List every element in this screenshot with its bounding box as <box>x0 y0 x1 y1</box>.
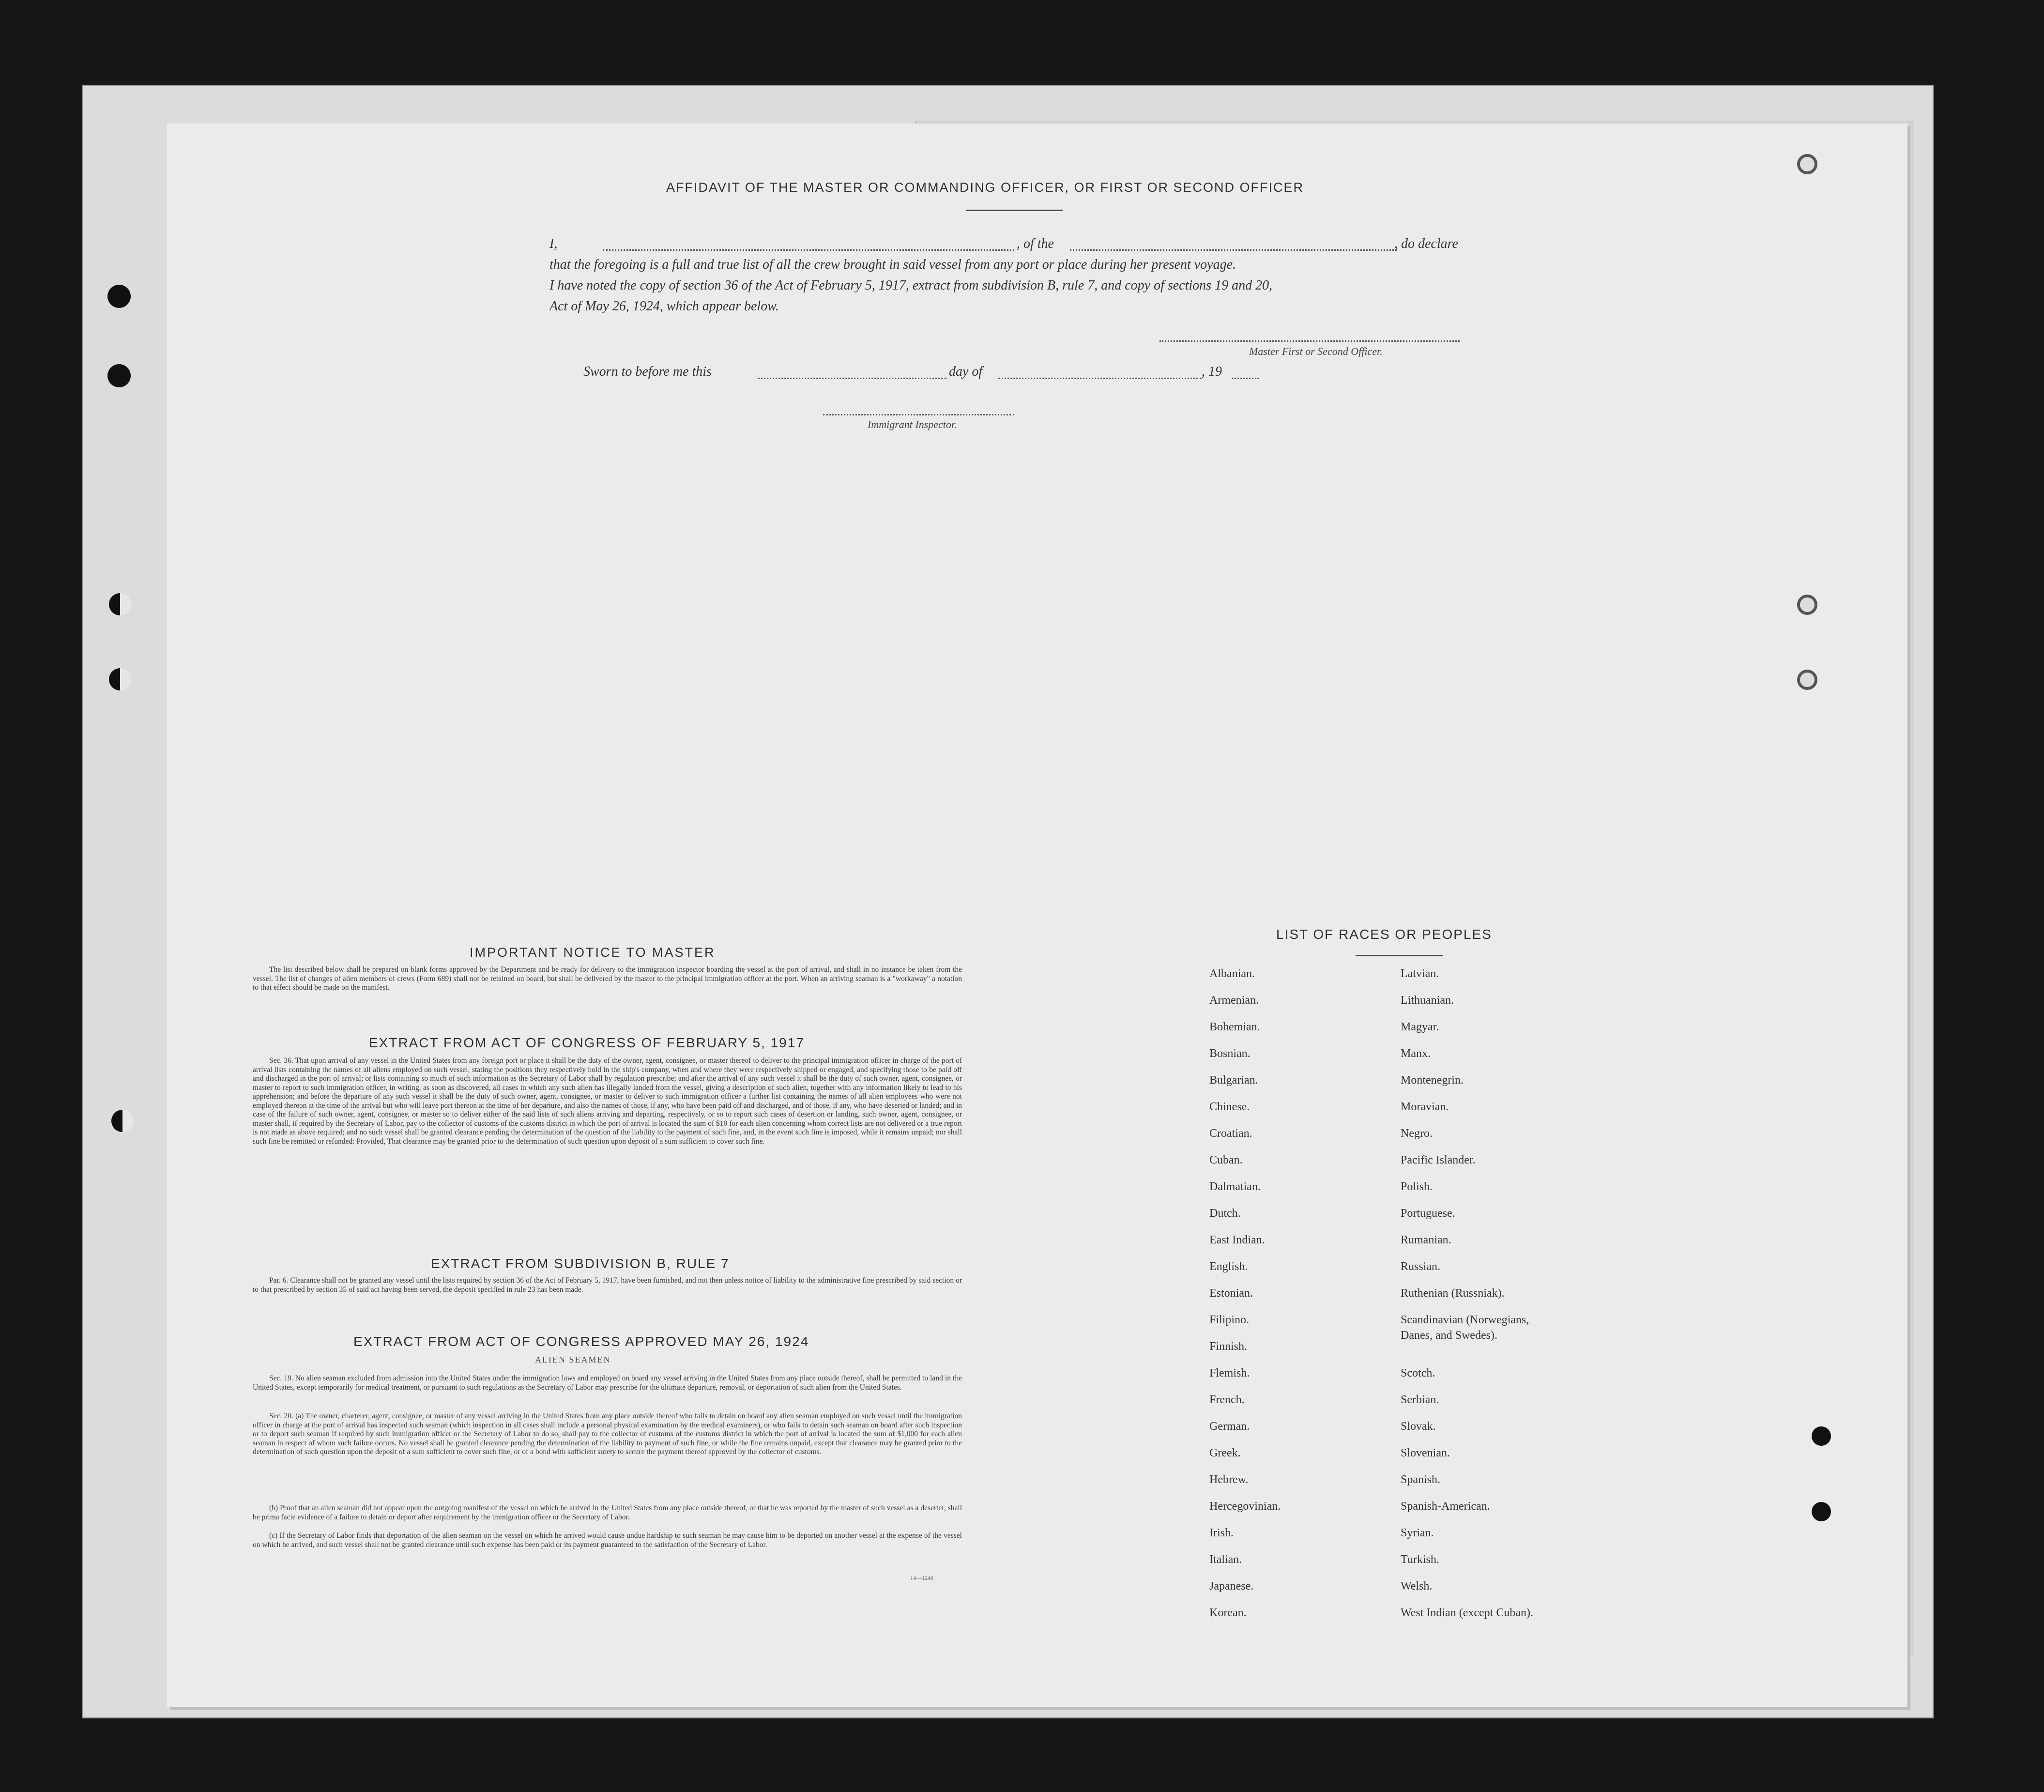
affidavit-line3: I have noted the copy of section 36 of the Act of February 5, 1917, extract from subdivision B, rule 7, and copy of sections 19 and 20, <box>549 278 1273 293</box>
race-item: Polish. <box>1401 1180 1433 1193</box>
races-title: LIST OF RACES OR PEOPLES <box>1276 927 1492 942</box>
race-item: Danes, and Swedes). <box>1401 1329 1497 1342</box>
race-item: Manx. <box>1401 1047 1431 1060</box>
affidavit-of-the: , of the <box>1017 236 1054 251</box>
race-item: Croatian. <box>1209 1127 1252 1140</box>
sec19-text: Sec. 19. No alien seaman excluded from admission into the United States under the immigration laws and employed on board any vessel arriving in the United States from any place outside thereof, shall be permitted to land in the United States, except temporarily for medical treatment, or pursuant to such regulations as the Secretary of Labor may prescribe for the ultimate departure, removal, or deportation of such alien from the United States. <box>253 1374 962 1392</box>
race-item: Bosnian. <box>1209 1047 1251 1060</box>
race-item: East Indian. <box>1209 1234 1265 1246</box>
affidavit-title: AFFIDAVIT OF THE MASTER OR COMMANDING OFFICER, OR FIRST OR SECOND OFFICER <box>666 180 1304 195</box>
punch-hole <box>107 364 131 387</box>
race-item: Korean. <box>1209 1607 1247 1619</box>
race-item: Turkish. <box>1401 1553 1439 1566</box>
sworn-month-field[interactable] <box>998 378 1202 379</box>
race-item: Ruthenian (Russniak). <box>1401 1287 1505 1300</box>
sec20b-text: (b) Proof that an alien seaman did not appear upon the outgoing manifest of the vessel on which he arrived in the United States from any place outside thereof, or that he was reported by the master of such vessel as a deserter, shall be prima facie evidence of a failure to detain or deport after requirement by the immigration officer or the Secretary of Labor. <box>253 1504 962 1521</box>
name-field[interactable] <box>603 249 1014 251</box>
sec20c-text: (c) If the Secretary of Labor finds that deportation of the alien seaman on the vessel on which he arrived would cause undue hardship to such seaman he may cause him to be deported on another vessel at the expense of the vessel on which he arrived, and such vessel shall not be granted clearance until such expense has been paid or its payment guaranteed to the satisfaction of the Secretary of Labor. <box>253 1532 962 1549</box>
race-item: Cuban. <box>1209 1154 1243 1166</box>
race-item: Welsh. <box>1401 1580 1433 1593</box>
punch-hole <box>1797 595 1817 615</box>
sworn-day-field[interactable] <box>758 378 946 379</box>
sworn-label: Sworn to before me this <box>583 364 712 379</box>
race-item: Lithuanian. <box>1401 994 1454 1007</box>
race-item: Armenian. <box>1209 994 1259 1007</box>
race-item: Albanian. <box>1209 967 1255 980</box>
race-item: Portuguese. <box>1401 1207 1455 1220</box>
race-item: French. <box>1209 1394 1245 1406</box>
vessel-field[interactable] <box>1070 249 1397 251</box>
inspector-signature-field[interactable] <box>823 414 1014 415</box>
race-item: Greek. <box>1209 1447 1241 1459</box>
race-item: English. <box>1209 1260 1248 1273</box>
race-item: Scandinavian (Norwegians, <box>1401 1314 1529 1326</box>
extract-rule7-title: EXTRACT FROM SUBDIVISION B, RULE 7 <box>431 1256 730 1271</box>
extract-1917-title: EXTRACT FROM ACT OF CONGRESS OF FEBRUARY 5, 1917 <box>369 1035 805 1050</box>
race-item: Bohemian. <box>1209 1021 1260 1033</box>
punch-hole <box>109 668 131 690</box>
punch-hole <box>109 593 131 615</box>
race-item: Spanish. <box>1401 1473 1441 1486</box>
race-item: Latvian. <box>1401 967 1439 980</box>
races-title-rule <box>1356 955 1443 956</box>
race-item: Pacific Islander. <box>1401 1154 1476 1166</box>
race-item: West Indian (except Cuban). <box>1401 1607 1533 1619</box>
punch-hole <box>1812 1502 1831 1521</box>
race-item: German. <box>1209 1420 1250 1433</box>
sec20a-text: Sec. 20. (a) The owner, charterer, agent, consignee, or master of any vessel arriving in the United States from any place outside thereof who fails to detain on board any alien seaman employed on such vessel until the immigration officer in charge at the port of arrival has inspected such seaman (which inspection in all cases shall include a personal physical examination by the medical examiners), or who fails to detain such seaman on board after such inspection or to deport such seaman if required by such immigration officer or the Secretary of Labor to do so, shall pay to the collector of customs of the customs district in which the port of arrival is located the sum of $1,000 for each alien seaman in respect of whom such failure occurs. No vessel shall be granted clearance pending the determination of the liability to payment of such fine, or while the fine remains unpaid, except that clearance may be granted prior to the determination of such question upon the deposit of a sum sufficient to cover such fine, or of a bond with sufficient surety to secure the payment thereof approved by the collector of customs. <box>253 1412 962 1456</box>
master-signature-field[interactable] <box>1159 340 1460 342</box>
race-item: Moravian. <box>1401 1101 1449 1113</box>
race-item: Serbian. <box>1401 1394 1439 1406</box>
race-item: Russian. <box>1401 1260 1441 1273</box>
notice-text: The list described below shall be prepared on blank forms approved by the Department and be ready for delivery to the immigration inspector boarding the vessel at the port of arrival, and shall in no instance be taken from the vessel. The list of changes of alien members of crews (Form 689) shall not be retained on board, but shall be delivered by the master to the principal immigration officer at the port. When an arriving seaman is a "workaway" a notation to that effect should be made on the manifest. <box>253 965 962 992</box>
race-item: Hercegovinian. <box>1209 1500 1281 1513</box>
sworn-year-field[interactable] <box>1232 378 1259 379</box>
race-item: Japanese. <box>1209 1580 1254 1593</box>
inspector-caption: Immigrant Inspector. <box>868 418 957 430</box>
punch-hole <box>1797 154 1817 174</box>
affidavit-line4: Act of May 26, 1924, which appear below. <box>549 299 779 314</box>
notice-title: IMPORTANT NOTICE TO MASTER <box>470 945 716 960</box>
race-item: Flemish. <box>1209 1367 1250 1379</box>
race-item: Negro. <box>1401 1127 1433 1140</box>
race-item: Finnish. <box>1209 1340 1248 1353</box>
race-item: Syrian. <box>1401 1527 1434 1539</box>
affidavit-i: I, <box>549 236 558 251</box>
day-of-label: day of <box>949 364 983 379</box>
race-item: Estonian. <box>1209 1287 1253 1300</box>
race-item: Slovenian. <box>1401 1447 1450 1459</box>
extract-rule7-text: Par. 6. Clearance shall not be granted any vessel until the lists required by section 36 of the Act of February 5, 1917, have been furnished, and not then unless notice of liability to the administrative fine prescribed by said section or to that prescribed by section 35 of said act having been served, the deposit specified in rule 23 has been made. <box>253 1276 962 1294</box>
extract-1924-title: EXTRACT FROM ACT OF CONGRESS APPROVED MAY 26, 1924 <box>353 1334 809 1349</box>
race-item: Irish. <box>1209 1527 1234 1539</box>
punch-hole <box>107 285 131 308</box>
affidavit-line2: that the foregoing is a full and true list of all the crew brought in said vessel from any port or place during her present voyage. <box>549 257 1236 272</box>
races-left-column <box>1209 967 1281 1633</box>
form-number: 14—1240 <box>910 1575 933 1581</box>
affidavit-line1 <box>549 236 557 252</box>
extract-1917-text: Sec. 36. That upon arrival of any vessel in the United States from any foreign port or place it shall be the duty of the owner, agent, consignee, or master thereof to deliver to the principal immigration officer in charge of the port of arrival lists containing the names of all aliens employed on such vessel, stating the positions they respectively hold in the ship's company, when and where they were respectively shipped or engaged, and specifying those to be paid off and discharged in the port of arrival; or lists containing so much of such information as the Secretary of Labor shall by regulation prescribe; and after the arrival of any such vessel it shall be the duty of such owner, agent, consignee, or master to report to such immigration officer, in writing, as soon as discovered, all cases in which any such alien has illegally landed from the vessel, giving a description of such alien, together with any information likely to lead to his apprehension; and before the departure of any such vessel it shall be the duty of such owner, agent, consignee, or master to deliver to such immigration officer a further list containing the names of all alien employees who were not employed thereon at the time of the arrival but who will leave port thereon at the time of her departure, and also the names of those, if any, who have been paid off and discharged, and of those, if any, who have deserted or landed; and in case of the failure of such owner, agent, consignee, or master so to deliver either of the said lists of such aliens arriving and departing, respectively, or so to report such cases of desertion or landing, such owner, agent, consignee, or master shall, if required by the Secretary of Labor, pay to the collector of customs of the customs district in which the port of arrival is located the sum of $10 for each alien concerning whom correct lists are not delivered or a true report is not made as above required; and no such vessel shall be granted clearance pending the determination of the question of the liability to the payment of such fine, and, in the event such fine is imposed, while it remains unpaid; nor shall such fine be remitted or refunded: Provided, That clearance may be granted prior to the determination of such question upon deposit of a sum sufficient to cover such fine. <box>253 1057 962 1146</box>
race-item: Spanish-American. <box>1401 1500 1490 1513</box>
punch-hole <box>111 1110 134 1132</box>
year-prefix: , 19 <box>1202 364 1222 379</box>
race-item: Chinese. <box>1209 1101 1250 1113</box>
race-item: Montenegrin. <box>1401 1074 1464 1087</box>
punch-hole <box>1812 1426 1831 1446</box>
race-item: Dalmatian. <box>1209 1180 1261 1193</box>
races-right-column <box>1401 967 1533 1633</box>
title-rule <box>966 210 1063 211</box>
race-item: Italian. <box>1209 1553 1242 1566</box>
race-item: Scotch. <box>1401 1367 1435 1379</box>
race-item: Slovak. <box>1401 1420 1436 1433</box>
race-item: Filipino. <box>1209 1314 1250 1326</box>
punch-hole <box>1797 670 1817 690</box>
race-item: Dutch. <box>1209 1207 1241 1220</box>
master-signature-caption: Master First or Second Officer. <box>1249 345 1383 357</box>
affidavit-declare: , do declare <box>1394 236 1458 251</box>
race-item: Magyar. <box>1401 1021 1439 1033</box>
alien-seamen-subtitle: ALIEN SEAMEN <box>535 1355 611 1364</box>
race-item: Bulgarian. <box>1209 1074 1258 1087</box>
race-item: Hebrew. <box>1209 1473 1249 1486</box>
race-item: Rumanian. <box>1401 1234 1451 1246</box>
